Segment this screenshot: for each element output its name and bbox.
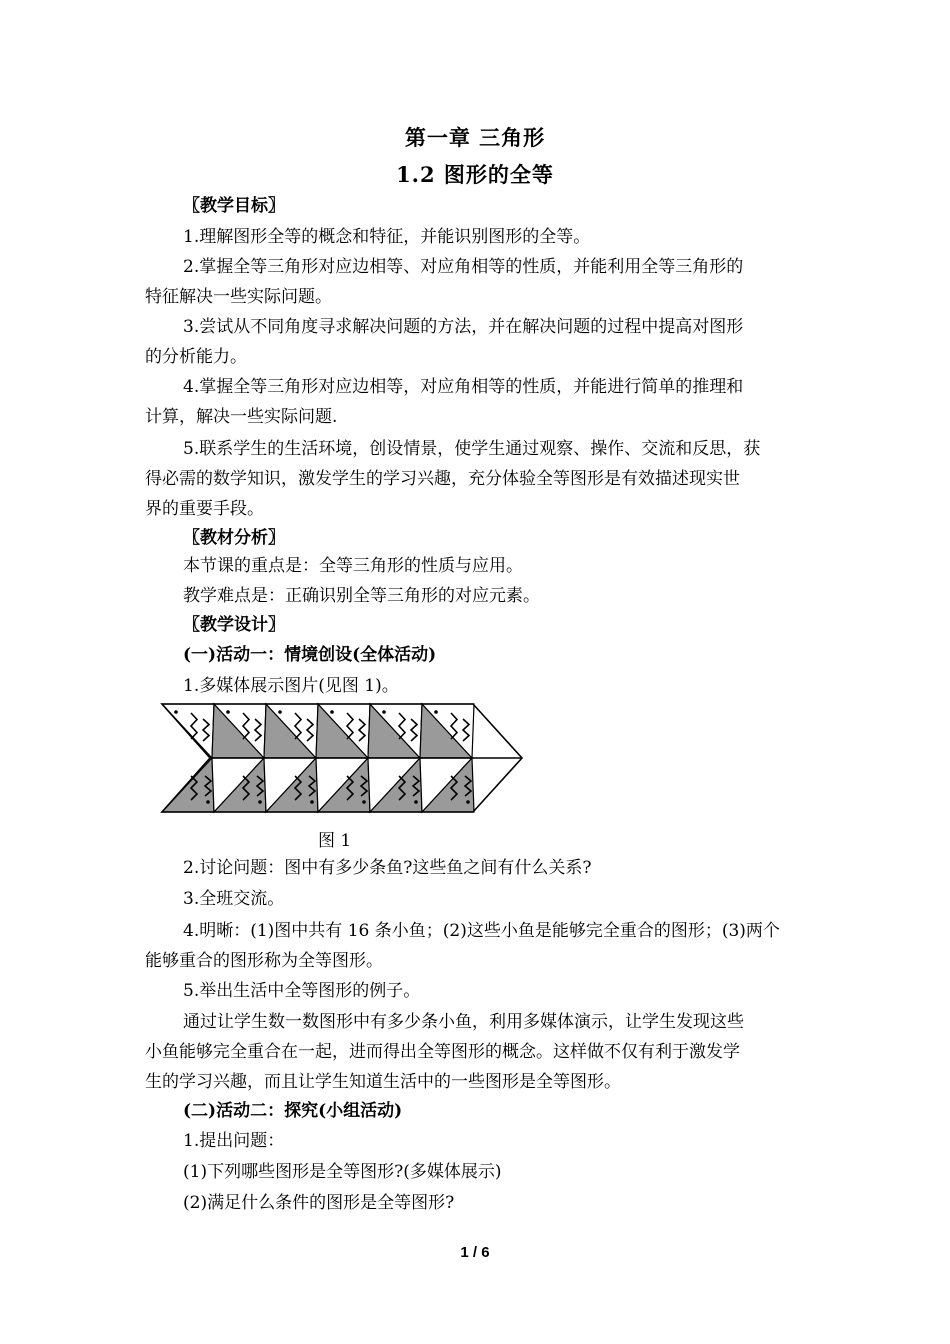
goal-1: 1.理解图形全等的概念和特征，并能识别图形的全等。: [183, 227, 591, 247]
activity-1-item-4-line-1: 4.明晰：(1)图中共有 16 条小鱼；(2)这些小鱼是能够完全重合的图形；(3)两个: [183, 921, 780, 941]
fish-eye-dot: [174, 710, 178, 714]
fish-eye-dot: [258, 800, 262, 804]
fish-eye-dot: [226, 710, 230, 714]
fish-eye-dot: [206, 800, 210, 804]
analysis-key: 本节课的重点是：全等三角形的性质与应用。: [183, 556, 523, 576]
analysis-heading: 〖教材分析〗: [183, 528, 285, 548]
fish-eye-dot: [466, 800, 470, 804]
activity-1-item-4-line-2: 能够重合的图形称为全等图形。: [145, 951, 383, 971]
activity-1-item-3: 3.全班交流。: [183, 889, 285, 909]
fish-eye-dot: [434, 710, 438, 714]
figure-caption: 图 1: [318, 831, 352, 851]
goal-5-line-1: 5.联系学生的生活环境，创设情景，使学生通过观察、操作、交流和反思，获: [183, 439, 761, 459]
section-title: 1.2 图形的全等: [396, 162, 554, 187]
activity-2-item-1: 1.提出问题：: [183, 1131, 285, 1151]
fish-eye-dot: [278, 710, 282, 714]
fish-eye-dot: [382, 710, 386, 714]
design-heading: 〖教学设计〗: [183, 615, 285, 635]
activity-1-heading: (一)活动一：情境创设(全体活动): [183, 645, 437, 665]
page-number: 1 / 6: [460, 1244, 490, 1261]
goal-5-line-2: 得必需的数学知识，激发学生的学习兴趣，充分体验全等图形是有效描述现实世: [145, 469, 740, 489]
chapter-title: 第一章 三角形: [404, 125, 546, 150]
fish-eye-dot: [310, 800, 314, 804]
analysis-difficulty: 教学难点是：正确识别全等三角形的对应元素。: [183, 586, 540, 606]
activity-1-item-5: 5.举出生活中全等图形的例子。: [183, 981, 421, 1001]
fish-eye-dot: [362, 800, 366, 804]
goals-heading: 〖教学目标〗: [183, 196, 285, 216]
goal-3-line-1: 3.尝试从不同角度寻求解决问题的方法，并在解决问题的过程中提高对图形: [183, 317, 744, 337]
goal-3-line-2: 的分析能力。: [145, 347, 247, 367]
paragraph-1-line-3: 生的学习兴趣，而且让学生知道生活中的一些图形是全等图形。: [145, 1072, 621, 1092]
activity-2-question-1: (1)下列哪些图形是全等图形?(多媒体展示): [183, 1162, 502, 1182]
activity-2-heading: (二)活动二：探究(小组活动): [183, 1101, 403, 1121]
goal-2-line-2: 特征解决一些实际问题。: [145, 287, 332, 307]
activity-1-item-1: 1.多媒体展示图片(见图 1)。: [183, 676, 399, 696]
goal-4-line-2: 计算，解决一些实际问题.: [145, 407, 338, 427]
fish-tessellation-figure: [160, 702, 524, 814]
activity-2-question-2: (2)满足什么条件的图形是全等图形?: [183, 1193, 455, 1213]
fish-eye-dot: [414, 800, 418, 804]
fish-eye-dot: [330, 710, 334, 714]
goal-4-line-1: 4.掌握全等三角形对应边相等，对应角相等的性质，并能进行简单的推理和: [183, 377, 744, 397]
paragraph-1-line-1: 通过让学生数一数图形中有多少条小鱼，利用多媒体演示，让学生发现这些: [183, 1012, 744, 1032]
goal-5-line-3: 界的重要手段。: [145, 499, 264, 519]
goal-2-line-1: 2.掌握全等三角形对应边相等、对应角相等的性质，并能利用全等三角形的: [183, 257, 744, 277]
paragraph-1-line-2: 小鱼能够完全重合在一起，进而得出全等图形的概念。这样做不仅有利于激发学: [145, 1042, 740, 1062]
activity-1-item-2: 2.讨论问题：图中有多少条鱼?这些鱼之间有什么关系?: [183, 858, 592, 878]
